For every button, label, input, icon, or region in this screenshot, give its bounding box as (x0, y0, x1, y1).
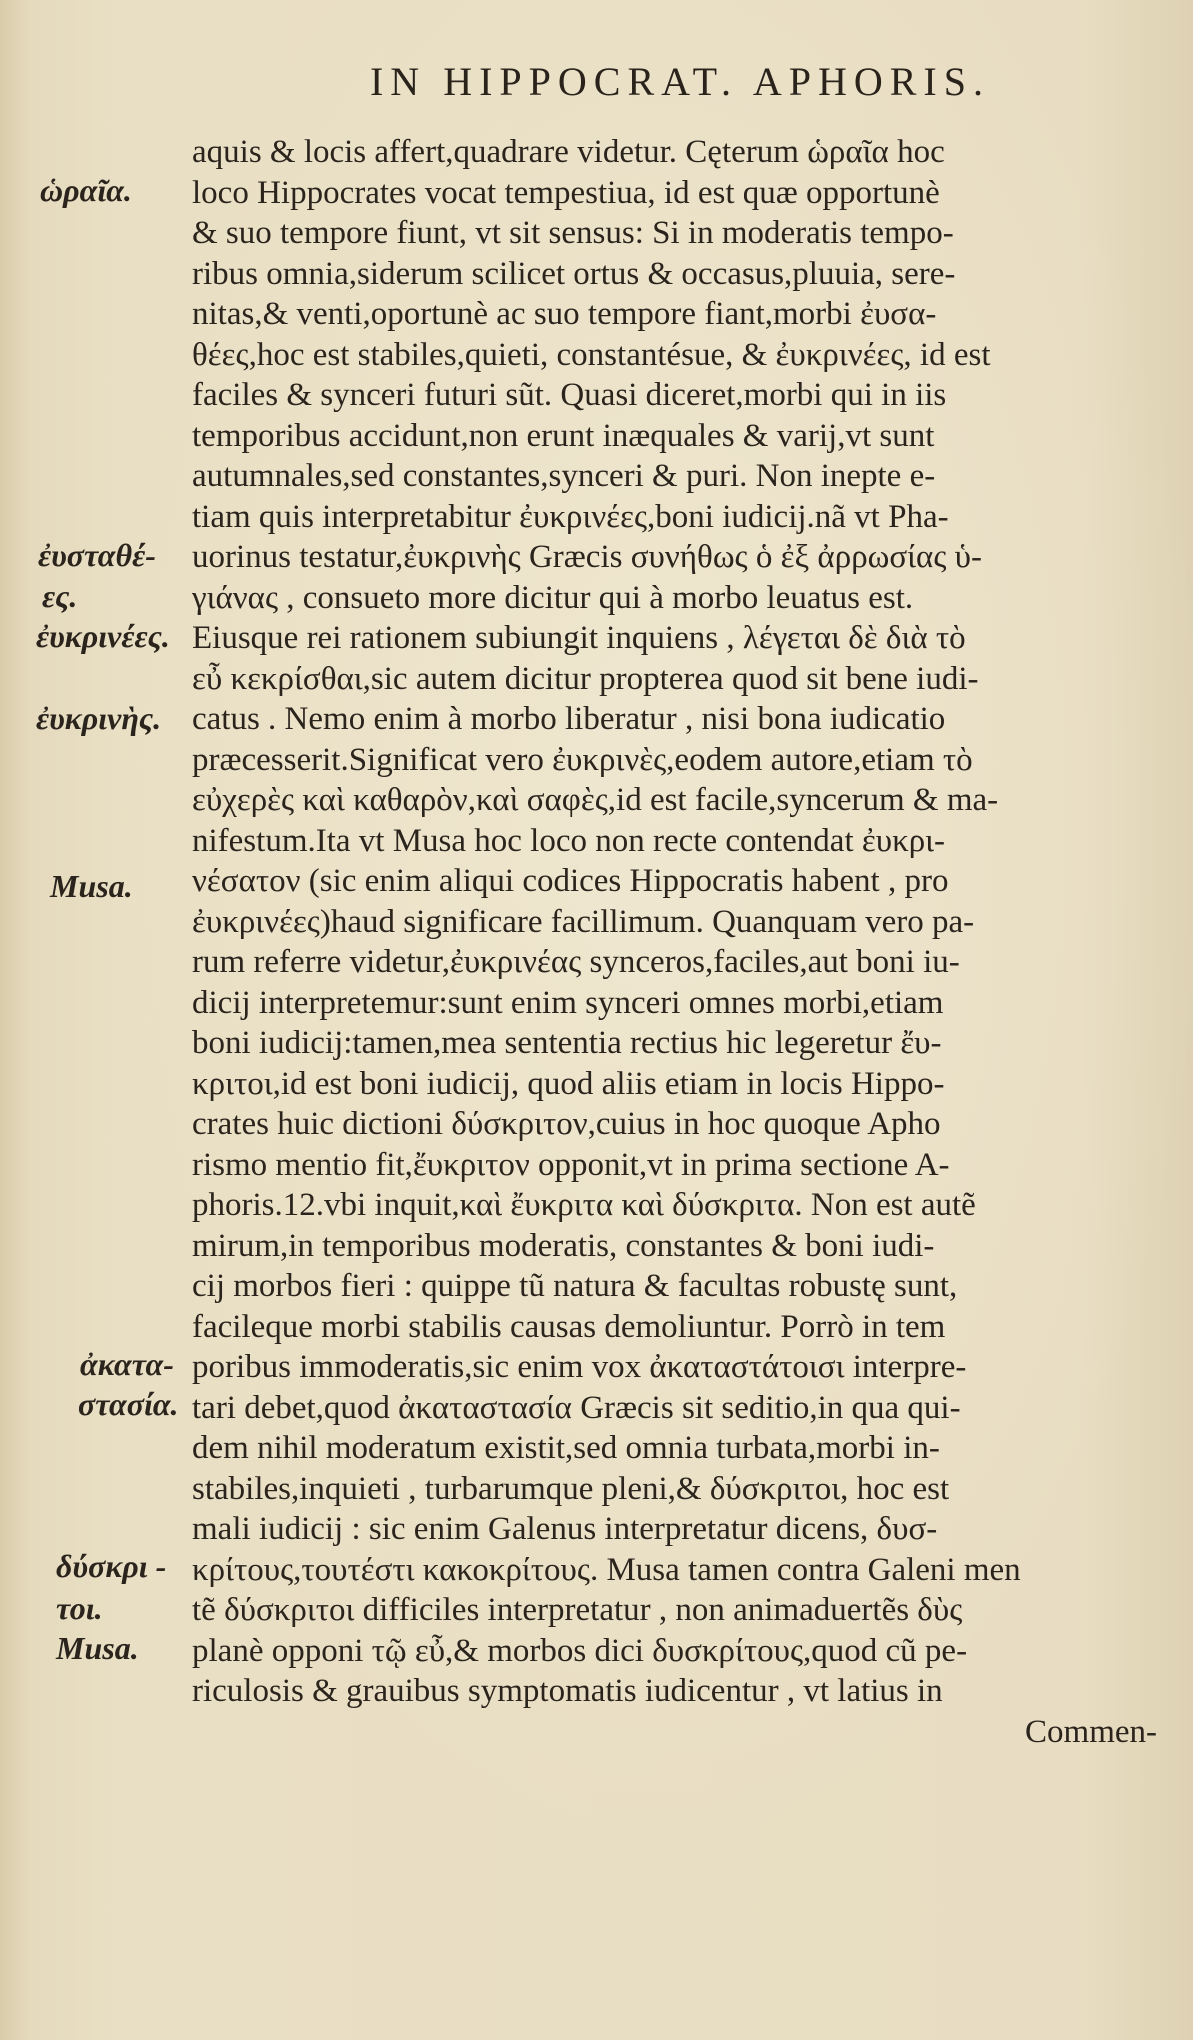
text-line: autumnales,sed constantes,synceri & puri. Non inepte e- (192, 458, 936, 494)
text-line: dem nihil moderatum existit,sed omnia turbata,morbi in- (192, 1430, 940, 1466)
text-line: θέες,hoc est stabiles,quieti, constantésue, & ἐυκρινέες, id est (192, 336, 991, 373)
text-line: κριτοι,id est boni iudicij, quod aliis etiam in locis Hippo- (192, 1065, 945, 1102)
text-line: κρίτους,τουτέστι κακοκρίτους. Musa tamen contra Galeni men (192, 1551, 1021, 1588)
text-line: phoris.12.vbi inquit,καὶ ἔυκριτα καὶ δύσκριτα. Non est autẽ (192, 1187, 976, 1223)
text-line: poribus immoderatis,sic enim vox ἀκαταστάτοισι interpre- (192, 1349, 967, 1385)
catchword: Commen- (1025, 1713, 1157, 1750)
marginal-note: τοι. (56, 1590, 103, 1626)
text-line: præcesserit.Significat vero ἐυκρινὲς,eodem autore,etiam τὸ (192, 741, 973, 778)
running-header: IN HIPPOCRAT. APHORIS. (369, 59, 990, 104)
text-line: Eiusque rei rationem subiungit inquiens , λέγεται δὲ διὰ τὸ (192, 620, 966, 656)
marginal-note: στασία. (78, 1386, 179, 1422)
text-line: rum referre videtur,ἐυκρινέας synceros,faciles,aut boni iu- (192, 944, 960, 980)
marginal-note: ἀκατα- (80, 1346, 174, 1382)
text-line: riculosis & grauibus symptomatis iudicentur , vt latius in (192, 1673, 943, 1709)
text-line: tẽ δύσκριτοι difficiles interpretatur , non animaduertẽs δὺς (192, 1592, 963, 1628)
text-line: tari debet,quod ἀκαταστασία Græcis sit seditio,in qua qui- (192, 1389, 961, 1426)
text-line: mali iudicij : sic enim Galenus interpretatur dicens, δυσ- (192, 1511, 938, 1547)
text-line: stabiles,inquieti , turbarumque pleni,& δύσκριτοι, hoc est (192, 1470, 950, 1507)
text-line: catus . Nemo enim à morbo liberatur , nisi bona iudicatio (192, 701, 946, 737)
text-line: faciles & synceri futuri sũt. Quasi diceret,morbi qui in iis (192, 377, 947, 413)
text-line: uorinus testatur,ἐυκρινὴς Græcis συνήθως ὁ ἐξ ἀρρωσίας ὑ- (192, 539, 982, 575)
marginal-note: Musa. (50, 868, 133, 904)
text-line: temporibus accidunt,non erunt inæquales & varij,vt sunt (192, 417, 935, 454)
text-line: mirum,in temporibus moderatis, constantes & boni iudi- (192, 1227, 935, 1264)
text-line: nitas,& venti,oportunè ac suo tempore fiant,morbi ἐυσα- (192, 296, 937, 332)
text-line: ἐυκρινέες)haud significare facillimum. Quanquam vero pa- (192, 903, 975, 940)
marginal-note: δύσκρι - (56, 1548, 167, 1584)
text-line: ribus omnia,siderum scilicet ortus & occasus,pluuia, sere- (192, 255, 956, 292)
main-text-block (192, 132, 1157, 1752)
text-line: aquis & locis affert,quadrare videtur. Cęterum ὡραῖα hoc (192, 134, 945, 170)
text-line: facileque morbi stabilis causas demoliuntur. Porrò in tem (192, 1308, 946, 1345)
text-line: boni iudicij:tamen,mea sententia rectius hic legeretur ἔυ- (192, 1025, 942, 1061)
text-line: εὐχερὲς καὶ καθαρὸν,καὶ σαφὲς,id est facile,syncerum & ma- (192, 782, 999, 818)
text-line: & suo tempore fiunt, vt sit sensus: Si in moderatis tempo- (192, 215, 954, 251)
text-line: dicij interpretemur:sunt enim synceri omnes morbi,etiam (192, 984, 944, 1021)
text-line: γιάνας , consueto more dicitur qui à morbo leuatus est. (192, 579, 914, 616)
text-line: tiam quis interpretabitur ἐυκρινέες,boni iudicij.nã vt Pha- (192, 498, 949, 535)
marginal-note: ἐυκρινέες. (36, 618, 170, 654)
text-line: rismo mentio fit,ἔυκριτον opponit,vt in prima sectione A- (192, 1146, 950, 1183)
marginal-note: ες. (42, 578, 78, 614)
text-line: loco Hippocrates vocat tempestiua, id est quæ opportunè (192, 174, 940, 211)
marginal-note: ὡραῖα. (40, 172, 132, 208)
marginal-note: ἐυσταθέ- (38, 537, 156, 573)
text-line: nifestum.Ita vt Musa hoc loco non recte contendat ἐυκρι- (192, 822, 946, 859)
text-line: crates huic dictioni δύσκριτον,cuius in hoc quoque Apho (192, 1106, 941, 1142)
text-line: εὖ κεκρίσθαι,sic autem dicitur propterea quod sit bene iudi- (192, 660, 979, 697)
marginal-note: ἐυκρινὴς. (36, 700, 162, 736)
text-line: planè opponi τῷ εὖ,& morbos dici δυσκρίτους,quod cũ pe- (192, 1632, 968, 1669)
text-line: νέσατον (sic enim aliqui codices Hippocratis habent , pro (192, 863, 949, 899)
marginal-note: Musa. (56, 1630, 139, 1666)
text-line: cij morbos fieri : quippe tũ natura & facultas robustę sunt, (192, 1268, 958, 1304)
